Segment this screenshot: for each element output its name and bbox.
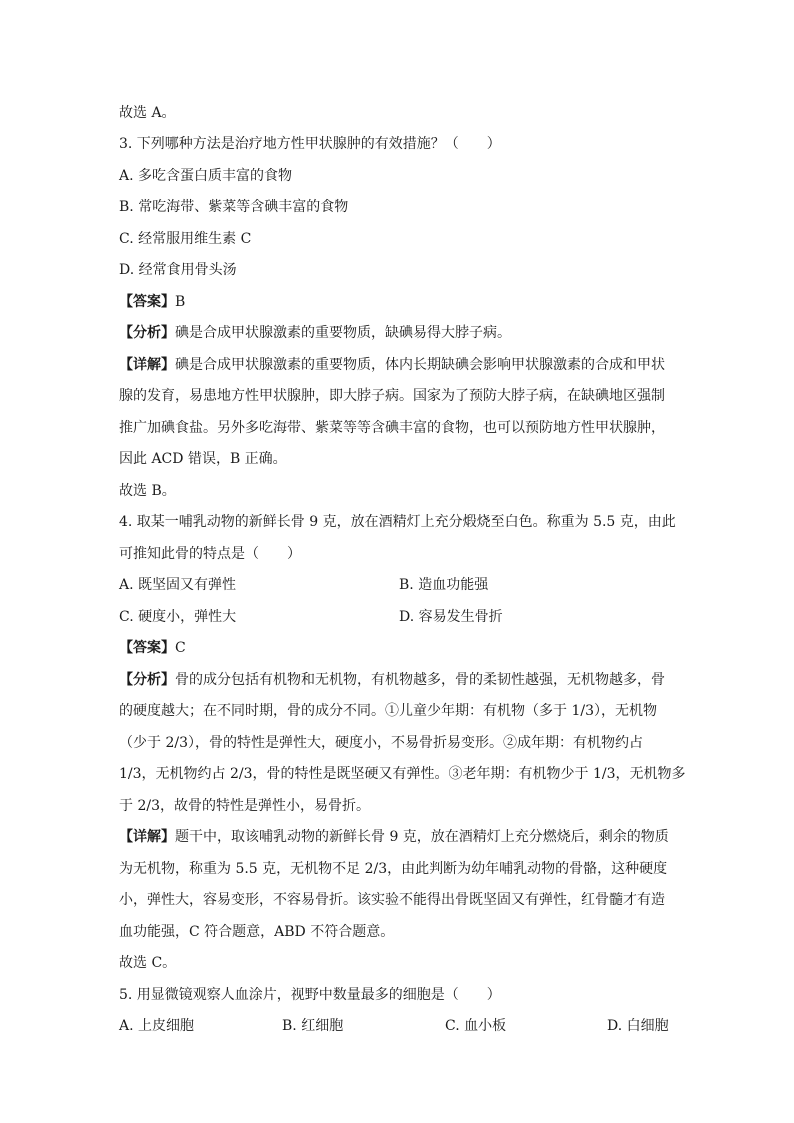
question-4-analysis-line-5: 于 2/3，故骨的特性是弹性小，易骨折。 bbox=[119, 797, 370, 814]
question-4-detail-line-4: 血功能强，C 符合题意，ABD 不符合题意。 bbox=[119, 923, 395, 940]
question-3-option-a: A. 多吃含蛋白质丰富的食物 bbox=[119, 167, 293, 184]
conclusion-q2: 故选 A。 bbox=[119, 104, 176, 121]
question-4-stem-line-2: 可推知此骨的特点是（ ） bbox=[119, 545, 301, 562]
question-4-option-c: C. 硬度小，弹性大 bbox=[119, 608, 237, 625]
question-4-answer bbox=[119, 633, 679, 665]
question-4-options-row-1 bbox=[119, 570, 679, 602]
conclusion-q3: 故选 B。 bbox=[119, 482, 176, 499]
question-3-answer bbox=[119, 286, 679, 318]
question-4-analysis-line-2: 的硬度越大；在不同时期，骨的成分不同。①儿童少年期：有机物（多于 1/3），无机物 bbox=[119, 703, 657, 720]
question-4-detail-line-2: 为无机物，称重为 5.5 克，无机物不足 2/3，由此判断为幼年哺乳动物的骨骼，这种硬度 bbox=[119, 860, 668, 877]
question-4-option-d: D. 容易发生骨折 bbox=[399, 608, 503, 625]
question-4-detail-line-3: 小，弹性大，容易变形，不容易骨折。该实验不能得出骨既坚固又有弹性，红骨髓才有造 bbox=[119, 892, 665, 909]
answer-tag: 【答案】 bbox=[119, 640, 175, 657]
question-4-option-b: B. 造血功能强 bbox=[399, 577, 489, 594]
question-5-option-a: A. 上皮细胞 bbox=[119, 1018, 195, 1035]
analysis-text: 碘是合成甲状腺激素的重要物质，缺碘易得大脖子病。 bbox=[175, 325, 511, 342]
detail-tag: 【详解】 bbox=[119, 829, 175, 846]
question-3-detail-line-4: 因此 ACD 错误，B 正确。 bbox=[119, 451, 287, 468]
question-5-option-d: D. 白细胞 bbox=[607, 1018, 669, 1035]
question-4-option-a: A. 既坚固又有弹性 bbox=[119, 577, 237, 594]
question-3-option-b: B. 常吃海带、紫菜等含碘丰富的食物 bbox=[119, 199, 349, 216]
question-3-stem: 3. 下列哪种方法是治疗地方性甲状腺肿的有效措施？（ ） bbox=[119, 136, 501, 153]
question-4-options-row-2 bbox=[119, 601, 679, 633]
question-3-analysis bbox=[119, 318, 679, 350]
document-page bbox=[119, 97, 686, 1042]
detail-tag: 【详解】 bbox=[119, 356, 175, 373]
analysis-tag: 【分析】 bbox=[119, 325, 175, 342]
question-3-option-c: C. 经常服用维生素 C bbox=[119, 230, 252, 247]
question-3-detail-line-2: 腺的发育，易患地方性甲状腺肿，即大脖子病。国家为了预防大脖子病，在缺碘地区强制 bbox=[119, 388, 665, 405]
question-3-option-d: D. 经常食用骨头汤 bbox=[119, 262, 237, 279]
question-4-stem-line-1: 4. 取某一哺乳动物的新鲜长骨 9 克，放在酒精灯上充分煅烧至白色。称重为 5.5 克，由此 bbox=[119, 514, 676, 531]
question-5-option-c: C. 血小板 bbox=[445, 1018, 507, 1035]
answer-value: C bbox=[175, 640, 186, 657]
question-5-options-row bbox=[119, 1011, 679, 1043]
question-4-analysis-line-4: 1/3，无机物约占 2/3，骨的特性是既坚硬又有弹性。③老年期：有机物少于 1/3，无机物多 bbox=[119, 766, 686, 783]
answer-tag: 【答案】 bbox=[119, 293, 175, 310]
question-3-detail-line-1: 【详解】碘是合成甲状腺激素的重要物质，体内长期缺碘会影响甲状腺激素的合成和甲状 bbox=[119, 356, 665, 373]
answer-value: B bbox=[175, 293, 186, 310]
analysis-tag: 【分析】 bbox=[119, 671, 175, 688]
conclusion-q4: 故选 C。 bbox=[119, 955, 177, 972]
question-4-analysis-line-1: 【分析】骨的成分包括有机物和无机物，有机物越多，骨的柔韧性越强，无机物越多，骨 bbox=[119, 671, 665, 688]
question-4-analysis-line-3: （少于 2/3），骨的特性是弹性大，硬度小，不易骨折易变形。②成年期：有机物约占 bbox=[119, 734, 643, 751]
question-4-detail-line-1: 【详解】题干中，取该哺乳动物的新鲜长骨 9 克，放在酒精灯上充分燃烧后，剩余的物质 bbox=[119, 829, 669, 846]
question-3-detail-line-3: 推广加碘食盐。另外多吃海带、紫菜等等含碘丰富的食物，也可以预防地方性甲状腺肿， bbox=[119, 419, 665, 436]
question-5-stem: 5. 用显微镜观察人血涂片，视野中数量最多的细胞是（ ） bbox=[119, 986, 501, 1003]
question-5-option-b: B. 红细胞 bbox=[282, 1018, 344, 1035]
